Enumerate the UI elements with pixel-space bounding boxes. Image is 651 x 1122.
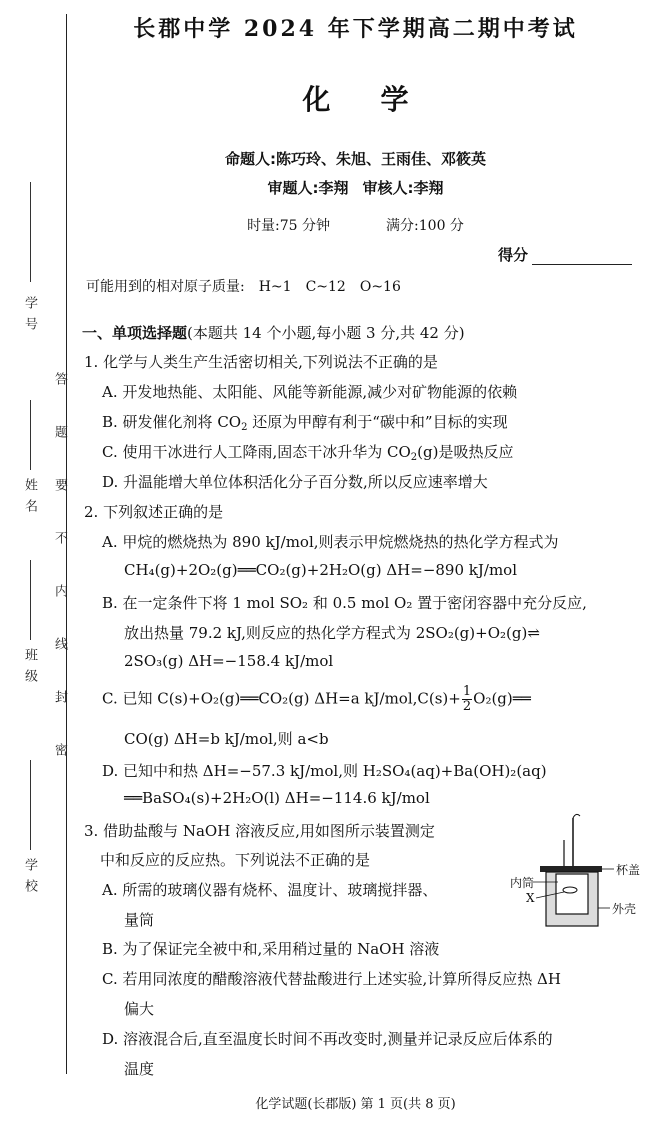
q2-option-a-line2: CH₄(g)+2O₂(g)══CO₂(g)+2H₂O(g) ΔH=−890 kJ/mol [124, 561, 517, 579]
class-field-line[interactable] [30, 560, 31, 640]
section-note: (本题共 14 个小题,每小题 3 分,共 42 分) [187, 324, 465, 342]
q3-option-b: B. 为了保证完全被中和,采用稍过量的 NaOH 溶液 [102, 940, 440, 958]
seal-line-text: 答题要不内线封密 [52, 372, 67, 796]
time-limit: 时量:75 分钟 [247, 218, 331, 234]
section-heading [82, 322, 465, 343]
q1-option-a: A. 开发地热能、太阳能、风能等新能源,减少对矿物能源的依赖 [102, 383, 518, 401]
q2-option-a-line1: A. 甲烷的燃烧热为 890 kJ/mol,则表示甲烷燃烧热的热化学方程式为 [102, 533, 559, 551]
footer-text: 化学试题(长郡版) [255, 1097, 357, 1112]
page-footer [0, 1093, 651, 1112]
q1-option-c: C. 使用干冰进行人工降雨,固态干冰升华为 $CO_2(g)$是吸热反应 [102, 443, 514, 463]
subject-title: 化学 [302, 83, 459, 116]
q1-option-b-part2: 还原为甲醇有利于“碳中和”目标的实现 [252, 413, 508, 431]
reviewer: 审题人:李翔 [267, 179, 349, 197]
q1-option-c-part1: C. 使用干冰进行人工降雨,固态干冰升华为 CO [102, 443, 411, 461]
q2-option-c-part2: O₂(g)══ [473, 689, 531, 708]
q2-option-b-line1: B. 在一定条件下将 1 mol SO₂ 和 0.5 mol O₂ 置于密闭容器中充分反应, [102, 594, 587, 612]
label-x: X [526, 891, 535, 905]
q1-stem: 1. 化学与人类生产生活密切相关,下列说法不正确的是 [84, 353, 438, 371]
q2-option-c-part1: C. 已知 C(s)+O₂(g)══CO₂(g) ΔH=a kJ/mol,C(s)+ [102, 689, 461, 708]
q3-option-d-line1: D. 溶液混合后,直至温度长时间不再改变时,测量并记录反应后体系的 [102, 1030, 553, 1048]
q2-option-c-line2: CO(g) ΔH=b kJ/mol,则 a<b [124, 730, 329, 748]
lid-shape [540, 866, 602, 872]
footer-page: 第 1 页(共 8 页) [360, 1097, 456, 1112]
q2-stem: 2. 下列叙述正确的是 [84, 503, 224, 521]
label-lid: 杯盖 [616, 863, 641, 877]
score-label: 得分 [498, 246, 529, 264]
q3-stem-line1: 3. 借助盐酸与 NaOH 溶液反应,用如图所示装置测定 [84, 822, 435, 840]
mass-o: O~16 [359, 279, 401, 295]
q2-option-d-line1: D. 已知中和热 ΔH=−57.3 kJ/mol,则 H₂SO₄(aq)+Ba(OH)₂(aq) [102, 762, 547, 780]
q3-stem-line2: 中和反应的反应热。下列说法不正确的是 [100, 851, 371, 869]
score-field[interactable] [498, 244, 632, 265]
q3-option-a-line2: 量筒 [124, 911, 155, 929]
q3-option-c-line1: C. 若用同浓度的醋酸溶液代替盐酸进行上述实验,计算所得反应热 ΔH [102, 970, 561, 988]
name-field-line[interactable] [30, 400, 31, 470]
q2-option-d-line2: ══BaSO₄(s)+2H₂O(l) ΔH=−114.6 kJ/mol [124, 789, 430, 807]
atomic-masses [86, 276, 401, 296]
reviewers [0, 177, 651, 198]
score-blank[interactable] [532, 248, 632, 265]
school-label: 学 校 [22, 858, 37, 895]
school-field-line[interactable] [30, 760, 31, 850]
inner-cup-shape [556, 874, 588, 914]
authors: 命题人:陈巧玲、朱旭、王雨佳、邓筱英 [224, 150, 486, 168]
q1-option-b-part1: B. 研发催化剂将 CO [102, 413, 242, 431]
class-label: 班 级 [22, 648, 37, 685]
q2-option-b-line3: 2SO₃(g) ΔH=−158.4 kJ/mol [124, 652, 334, 670]
fraction-one-half [462, 685, 472, 714]
section-title: 一、单项选择题 [82, 324, 188, 342]
calorimeter-diagram [498, 810, 648, 930]
checker: 审核人:李翔 [362, 179, 444, 197]
label-inner-cup: 内筒 [510, 876, 535, 890]
q3-option-a-line1: A. 所需的玻璃仪器有烧杯、温度计、玻璃搅拌器、 [102, 881, 438, 899]
student-id-label: 学 号 [22, 296, 37, 333]
full-score: 满分:100 分 [386, 218, 464, 234]
q3-option-c-line2: 偏大 [124, 1000, 155, 1018]
label-outer-shell: 外壳 [612, 902, 637, 916]
q2-option-c-line1 [102, 685, 531, 714]
fraction-denominator: 2 [462, 699, 472, 714]
time-info [0, 215, 651, 235]
exam-title: 长郡中学 2024 年下学期高二期中考试 [133, 16, 578, 42]
fraction-numerator: 1 [462, 684, 472, 699]
mass-h: H~1 [258, 279, 292, 295]
q3-option-d-line2: 温度 [124, 1060, 155, 1078]
q1-option-d: D. 升温能增大单位体积活化分子百分数,所以反应速率增大 [102, 473, 488, 491]
q2-option-b-line2: 放出热量 79.2 kJ,则反应的热化学方程式为 2SO₂(g)+O₂(g)⇌ [124, 624, 540, 642]
mass-c: C~12 [305, 279, 346, 295]
masses-intro: 可能用到的相对原子质量: [86, 279, 245, 295]
q1-option-c-part2: (g)是吸热反应 [417, 443, 514, 461]
thermometer-top [573, 814, 580, 818]
name-label: 姓 名 [22, 478, 37, 515]
q1-option-b: B. 研发催化剂将 $CO_2$ 还原为甲醇有利于“碳中和”目标的实现 [102, 413, 508, 433]
